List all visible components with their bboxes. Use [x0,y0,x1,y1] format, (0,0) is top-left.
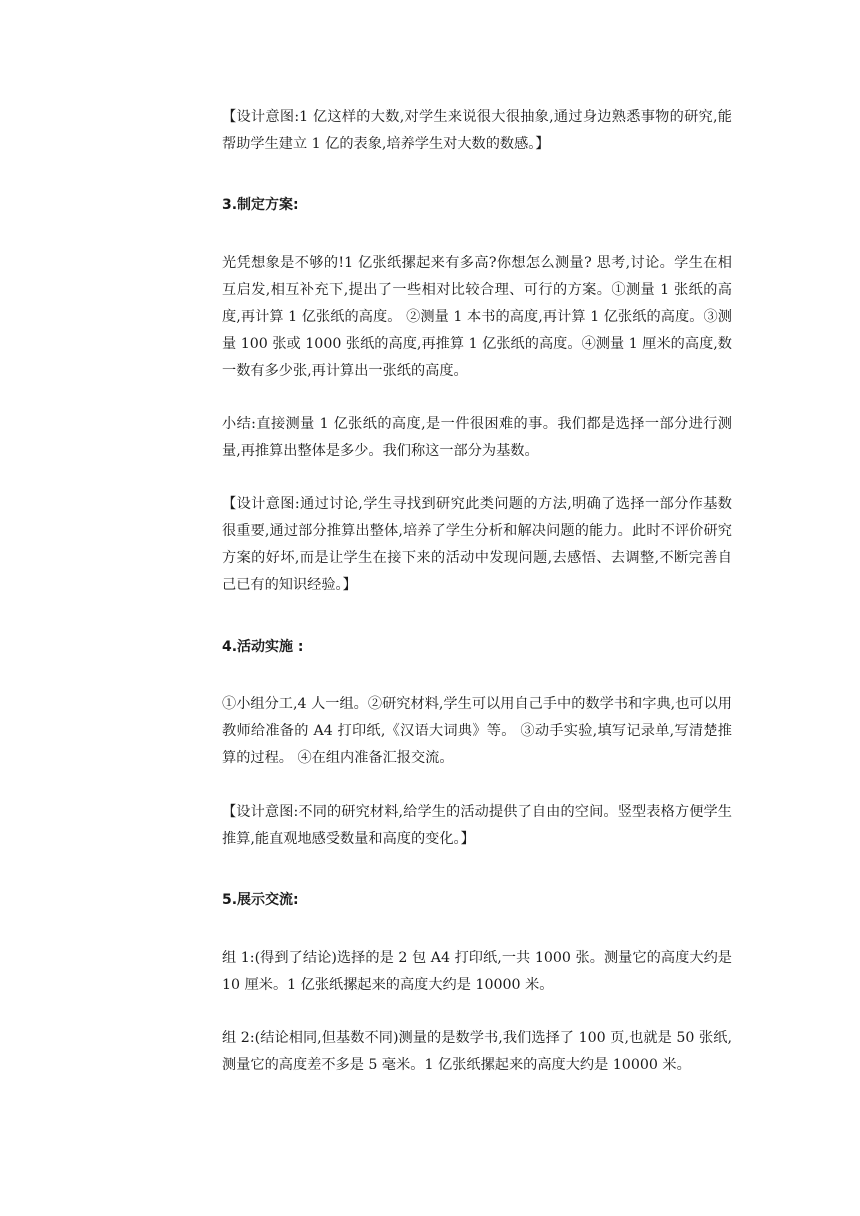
plan-paragraph: 光凭想象是不够的!1 亿张纸摞起来有多高?你想怎么测量? 思考,讨论。学生在相互启发,相互补充下,提出了一些相对比较合理、可行的方案。①测量 1 张纸的高度,再计算 1 亿张纸的高度。 ②测量 1 本书的高度,再计算 1 亿张纸的高度。③测量 100 张或 1000 张纸的高度,再推算 1 亿张纸的高度。④测量 1 厘米的高度,数一数有多少张,再计算出一张纸的高度。 [222,255,732,379]
activity-paragraph: ①小组分工,4 人一组。②研究材料,学生可以用自己手中的数学书和字典,也可以用教师给准备的 A4 打印纸,《汉语大词典》等。 ③动手实验,填写记录单,写清楚推算的过程。 ④在组内准备汇报交流。 [222,696,732,766]
design-intent-paragraph-1: 【设计意图:1 亿这样的大数,对学生来说很大很抽象,通过身边熟悉事物的研究,能帮助学生建立 1 亿的表象,培养学生对大数的数感。】 [222,109,732,152]
section-heading-5: 5.展示交流: [222,892,299,908]
section-heading-4: 4.活动实施 : [222,639,304,655]
section-heading-3: 3.制定方案: [222,197,299,213]
group-1-paragraph: 组 1:(得到了结论)选择的是 2 包 A4 打印纸,一共 1000 张。测量它的高度大约是 10 厘米。1 亿张纸摞起来的高度大约是 10000 米。 [222,950,732,993]
summary-paragraph: 小结:直接测量 1 亿张纸的高度,是一件很困难的事。我们都是选择一部分进行测量,再推算出整体是多少。我们称这一部分为基数。 [222,416,732,459]
group-2-paragraph: 组 2:(结论相同,但基数不同)测量的是数学书,我们选择了 100 页,也就是 50 张纸,测量它的高度差不多是 5 毫米。1 亿张纸摞起来的高度大约是 10000 米。 [222,1030,732,1073]
design-intent-paragraph-2: 【设计意图:通过讨论,学生寻找到研究此类问题的方法,明确了选择一部分作基数很重要,通过部分推算出整体,培养了学生分析和解决问题的能力。此时不评价研究方案的好坏,而是让学生在接下来的活动中发现问题,去感悟、去调整,不断完善自己已有的知识经验。】 [222,496,732,593]
design-intent-paragraph-3: 【设计意图:不同的研究材料,给学生的活动提供了自由的空间。竖型表格方便学生推算,能直观地感受数量和高度的变化。】 [222,804,732,847]
